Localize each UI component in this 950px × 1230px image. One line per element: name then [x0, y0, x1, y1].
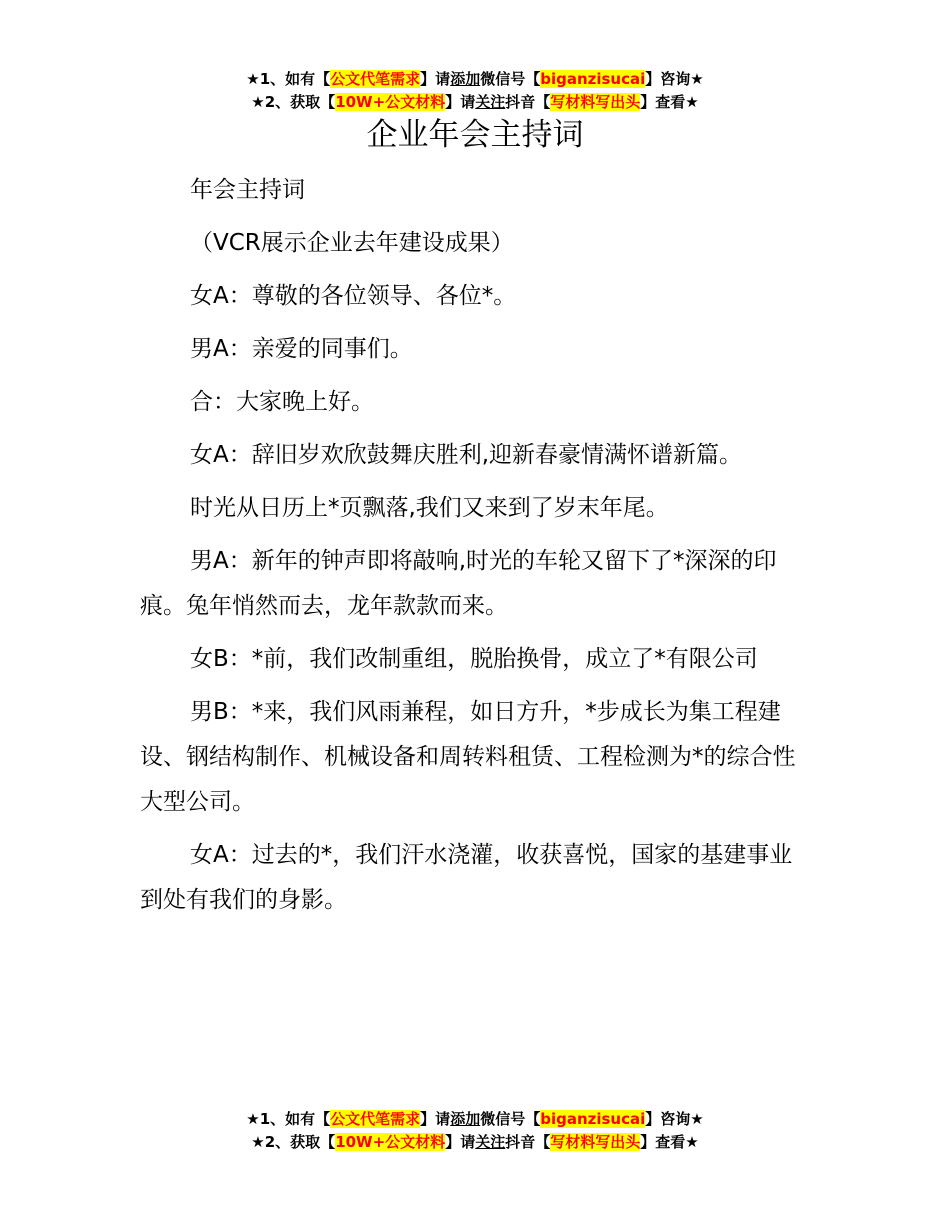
paragraph: 男A：新年的钟声即将敲响,时光的车轮又留下了*深深的印痕。兔年悄然而去，龙年款款而来。	[140, 548, 777, 619]
header-banner	[0, 68, 950, 114]
paragraph: 男A：亲爱的同事们。	[190, 336, 413, 362]
banner-line-1: ★1、如有【公文代笔需求】请添加微信号【biganzisucai】咨询★	[246, 70, 704, 88]
highlight-materials: 10W+公文材料	[335, 93, 446, 111]
highlight-douyin-account: 写材料写出头	[550, 93, 641, 111]
document-body	[140, 168, 812, 931]
highlight-materials: 10W+公文材料	[335, 1133, 446, 1151]
paragraph: 时光从日历上*页飘落,我们又来到了岁末年尾。	[190, 495, 669, 521]
paragraph: 女A：尊敬的各位领导、各位*。	[190, 283, 517, 309]
banner-line-1: ★1、如有【公文代笔需求】请添加微信号【biganzisucai】咨询★	[246, 1110, 704, 1128]
document-title: 企业年会主持词	[366, 117, 584, 153]
paragraph: 年会主持词	[190, 177, 305, 203]
banner-line-2: ★2、获取【10W+公文材料】请关注抖音【写材料写出头】查看★	[251, 1133, 699, 1151]
highlight-douyin-account: 写材料写出头	[550, 1133, 641, 1151]
paragraph: 女A：辞旧岁欢欣鼓舞庆胜利,迎新春豪情满怀谱新篇。	[190, 442, 743, 468]
highlight-service: 公文代笔需求	[330, 70, 421, 88]
banner-line-2: ★2、获取【10W+公文材料】请关注抖音【写材料写出头】查看★	[251, 93, 699, 111]
paragraph: 女B：*前，我们改制重组，脱胎换骨，成立了*有限公司	[190, 646, 758, 672]
paragraph: （VCR展示企业去年建设成果）	[190, 230, 514, 256]
paragraph: 男B：*来，我们风雨兼程，如日方升，*步成长为集工程建设、钢结构制作、机械设备和周转料租赁、工程检测为*的综合性大型公司。	[140, 699, 796, 815]
paragraph: 女A：过去的*，我们汗水浇灌，收获喜悦，国家的基建事业到处有我们的身影。	[140, 842, 793, 913]
highlight-service: 公文代笔需求	[330, 1110, 421, 1128]
footer-banner	[0, 1108, 950, 1154]
highlight-wechat-id: biganzisucai	[540, 70, 646, 88]
paragraph: 合：大家晚上好。	[190, 389, 374, 415]
highlight-wechat-id: biganzisucai	[540, 1110, 646, 1128]
